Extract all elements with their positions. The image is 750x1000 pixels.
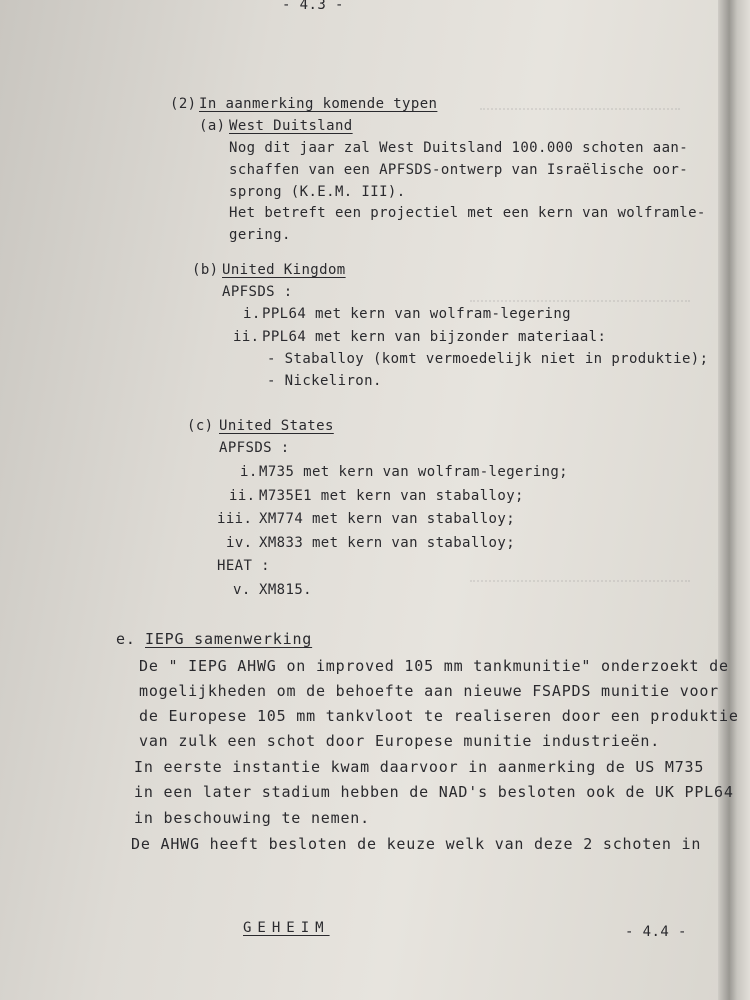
subsection-title: West Duitsland	[229, 118, 353, 134]
classification-mark: GEHEIM	[243, 920, 330, 936]
paragraph-line: Het betreft een projectiel met een kern van wolframle-	[229, 205, 706, 221]
subsection-title: United Kingdom	[222, 262, 346, 278]
munition-type: APFSDS :	[222, 284, 293, 300]
munition-type: HEAT :	[217, 558, 270, 574]
paragraph-line: In eerste instantie kwam daarvoor in aanmerking de US M735	[134, 758, 705, 776]
paragraph-line: de Europese 105 mm tankvloot te realiseren door een produktie	[139, 707, 739, 725]
bleed-through-mark	[480, 108, 680, 118]
sub-list-item: - Staballoy (komt vermoedelijk niet in produktie);	[267, 351, 709, 367]
subsection-title: United States	[219, 418, 334, 434]
list-item-number: ii.	[233, 329, 260, 345]
paragraph-line: De " IEPG AHWG on improved 105 mm tankmunitie" onderzoekt de	[139, 657, 729, 675]
section-title: In aanmerking komende typen	[199, 96, 438, 112]
list-item-number: ii.	[229, 488, 256, 504]
list-item-number: iv.	[226, 535, 253, 551]
list-item-number: iii.	[217, 511, 253, 527]
list-item-text: XM774 met kern van staballoy;	[259, 511, 516, 527]
subsection-label: (c)	[187, 418, 214, 434]
paragraph-line: Nog dit jaar zal West Duitsland 100.000 schoten aan-	[229, 140, 689, 156]
section-title: IEPG samenwerking	[145, 630, 313, 648]
list-item-number: v.	[233, 582, 251, 598]
page-number-top: - 4.3 -	[282, 0, 344, 13]
list-item-text: XM833 met kern van staballoy;	[259, 535, 516, 551]
list-item-text: PPL64 met kern van wolfram-legering	[262, 306, 572, 322]
page-edge-shadow	[718, 0, 750, 1000]
munition-type: APFSDS :	[219, 440, 290, 456]
list-item-number: i.	[243, 306, 261, 322]
paragraph-line: in beschouwing te nemen.	[134, 809, 370, 827]
paragraph-line: schaffen van een APFSDS-ontwerp van Israëlische oor-	[229, 162, 689, 178]
list-item-text: XM815.	[259, 582, 312, 598]
bleed-through-mark	[470, 580, 690, 590]
subsection-label: (b)	[192, 262, 219, 278]
sub-list-item: - Nickeliron.	[267, 373, 382, 389]
section-label: e.	[116, 630, 136, 648]
paragraph-line: in een later stadium hebben de NAD's besloten ook de UK PPL64	[134, 783, 734, 801]
list-item-text: M735 met kern van wolfram-legering;	[259, 464, 569, 480]
list-item-number: i.	[240, 464, 258, 480]
section-number: (2)	[170, 96, 197, 112]
paragraph-line: gering.	[229, 227, 291, 243]
page-number-next: - 4.4 -	[625, 924, 687, 940]
list-item-text: PPL64 met kern van bijzonder materiaal:	[262, 329, 607, 345]
paragraph-line: De AHWG heeft besloten de keuze welk van deze 2 schoten in	[131, 835, 702, 853]
paragraph-line: van zulk een schot door Europese munitie industrieën.	[139, 732, 661, 750]
paragraph-line: mogelijkheden om de behoefte aan nieuwe FSAPDS munitie voor	[139, 682, 720, 700]
subsection-label: (a)	[199, 118, 226, 134]
paragraph-line: sprong (K.E.M. III).	[229, 184, 406, 200]
list-item-text: M735E1 met kern van staballoy;	[259, 488, 524, 504]
